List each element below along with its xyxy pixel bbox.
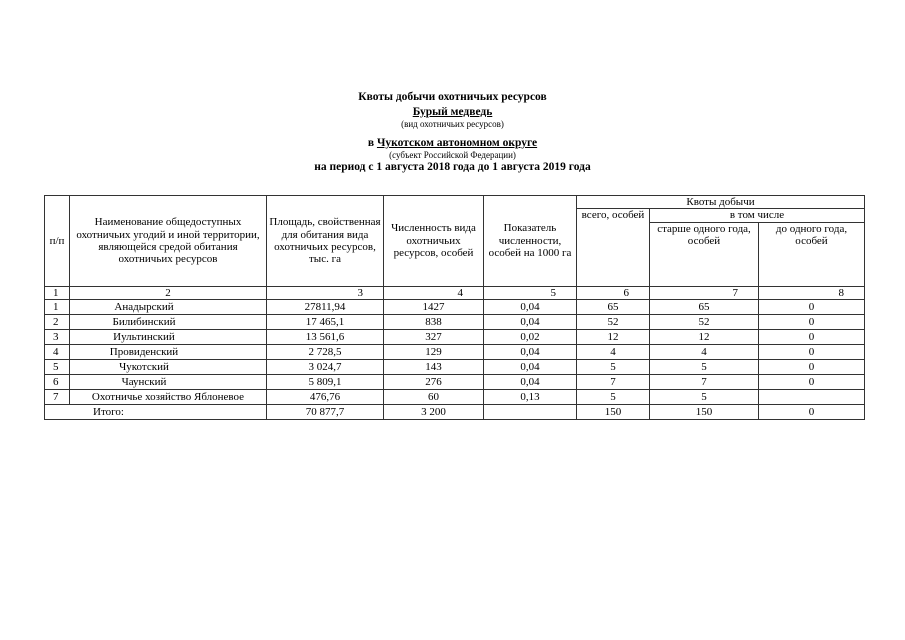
row-number: 3 — [45, 329, 70, 344]
row-younger: 0 — [759, 299, 865, 314]
row-younger: 0 — [759, 359, 865, 374]
row-density: 0,04 — [484, 299, 577, 314]
col-num: 7 — [650, 286, 759, 299]
row-density: 0,02 — [484, 329, 577, 344]
row-population: 276 — [384, 374, 484, 389]
col-num: 4 — [384, 286, 484, 299]
row-name: Анадырский — [70, 299, 267, 314]
row-total: 65 — [577, 299, 650, 314]
row-older: 4 — [650, 344, 759, 359]
row-area: 17 465,1 — [267, 314, 384, 329]
header-num: п/п — [45, 196, 70, 287]
row-total: 7 — [577, 374, 650, 389]
row-density: 0,04 — [484, 374, 577, 389]
col-num: 5 — [484, 286, 577, 299]
col-num: 2 — [70, 286, 267, 299]
row-younger: 0 — [759, 329, 865, 344]
header-quota: Квоты добычи — [577, 196, 865, 209]
row-area: 5 809,1 — [267, 374, 384, 389]
row-area: 3 024,7 — [267, 359, 384, 374]
row-population: 838 — [384, 314, 484, 329]
row-name: Чаунский — [70, 374, 267, 389]
row-name: Билибинский — [70, 314, 267, 329]
row-number: 4 — [45, 344, 70, 359]
row-area: 27811,94 — [267, 299, 384, 314]
period: на период с 1 августа 2018 года до 1 августа 2019 года — [314, 160, 591, 173]
totals-row — [45, 404, 865, 419]
row-younger: 0 — [759, 344, 865, 359]
row-older: 5 — [650, 359, 759, 374]
document-header — [0, 92, 905, 173]
header-total: всего, особей — [577, 209, 650, 286]
region-name: Чукотском автономном округе — [376, 137, 538, 149]
totals-older: 150 — [650, 404, 759, 419]
row-population: 1427 — [384, 299, 484, 314]
row-area: 2 728,5 — [267, 344, 384, 359]
resource-name: Бурый медведь — [412, 105, 493, 118]
row-number: 5 — [45, 359, 70, 374]
totals-population: 3 200 — [384, 404, 484, 419]
row-older: 65 — [650, 299, 759, 314]
totals-area: 70 877,7 — [267, 404, 384, 419]
row-area: 476,76 — [267, 389, 384, 404]
totals-total: 150 — [577, 404, 650, 419]
row-number: 2 — [45, 314, 70, 329]
row-density: 0,04 — [484, 344, 577, 359]
resource-note: (вид охотничьих ресурсов) — [401, 119, 504, 129]
row-younger — [759, 389, 865, 404]
table-row — [45, 329, 865, 344]
table-row — [45, 314, 865, 329]
header-younger: до одного года, особей — [759, 222, 865, 286]
document-title: Квоты добычи охотничьих ресурсов — [358, 91, 547, 103]
header-area: Площадь, свойственная для обитания вида охотничьих ресурсов, тыс. га — [267, 196, 384, 287]
table-row — [45, 374, 865, 389]
row-older: 7 — [650, 374, 759, 389]
header-population: Численность вида охотничьих ресурсов, особей — [384, 196, 484, 287]
totals-label: Итого: — [45, 404, 267, 419]
row-total: 5 — [577, 389, 650, 404]
table-row — [45, 389, 865, 404]
col-num: 3 — [267, 286, 384, 299]
row-name: Иультинский — [70, 329, 267, 344]
header-including: в том числе — [650, 209, 865, 222]
row-number: 7 — [45, 389, 70, 404]
quota-table — [44, 195, 865, 420]
row-area: 13 561,6 — [267, 329, 384, 344]
row-total: 4 — [577, 344, 650, 359]
row-younger: 0 — [759, 374, 865, 389]
header-older: старше одного года, особей — [650, 222, 759, 286]
row-older: 52 — [650, 314, 759, 329]
col-num: 8 — [759, 286, 865, 299]
table-row — [45, 299, 865, 314]
row-population: 327 — [384, 329, 484, 344]
row-name: Охотничье хозяйство Яблоневое — [70, 389, 267, 404]
row-density: 0,13 — [484, 389, 577, 404]
table-row — [45, 344, 865, 359]
column-number-row — [45, 286, 865, 299]
row-number: 1 — [45, 299, 70, 314]
region-prefix: в — [367, 137, 377, 149]
region-note: (субъект Российской Федерации) — [389, 149, 516, 160]
row-density: 0,04 — [484, 359, 577, 374]
row-older: 12 — [650, 329, 759, 344]
totals-younger: 0 — [759, 404, 865, 419]
row-older: 5 — [650, 389, 759, 404]
row-number: 6 — [45, 374, 70, 389]
header-density: Показатель численности, особей на 1000 га — [484, 196, 577, 287]
row-density: 0,04 — [484, 314, 577, 329]
col-num: 6 — [577, 286, 650, 299]
region-line — [0, 138, 905, 150]
row-name: Провиденский — [70, 344, 267, 359]
row-population: 129 — [384, 344, 484, 359]
row-total: 52 — [577, 314, 650, 329]
totals-density — [484, 404, 577, 419]
table-row — [45, 359, 865, 374]
row-younger: 0 — [759, 314, 865, 329]
row-population: 60 — [384, 389, 484, 404]
row-population: 143 — [384, 359, 484, 374]
col-num: 1 — [45, 286, 70, 299]
row-total: 5 — [577, 359, 650, 374]
row-total: 12 — [577, 329, 650, 344]
row-name: Чукотский — [70, 359, 267, 374]
header-name: Наименование общедоступных охотничьих угодий и иной территории, являющейся средой обитания охотничьих ресурсов — [70, 196, 267, 287]
